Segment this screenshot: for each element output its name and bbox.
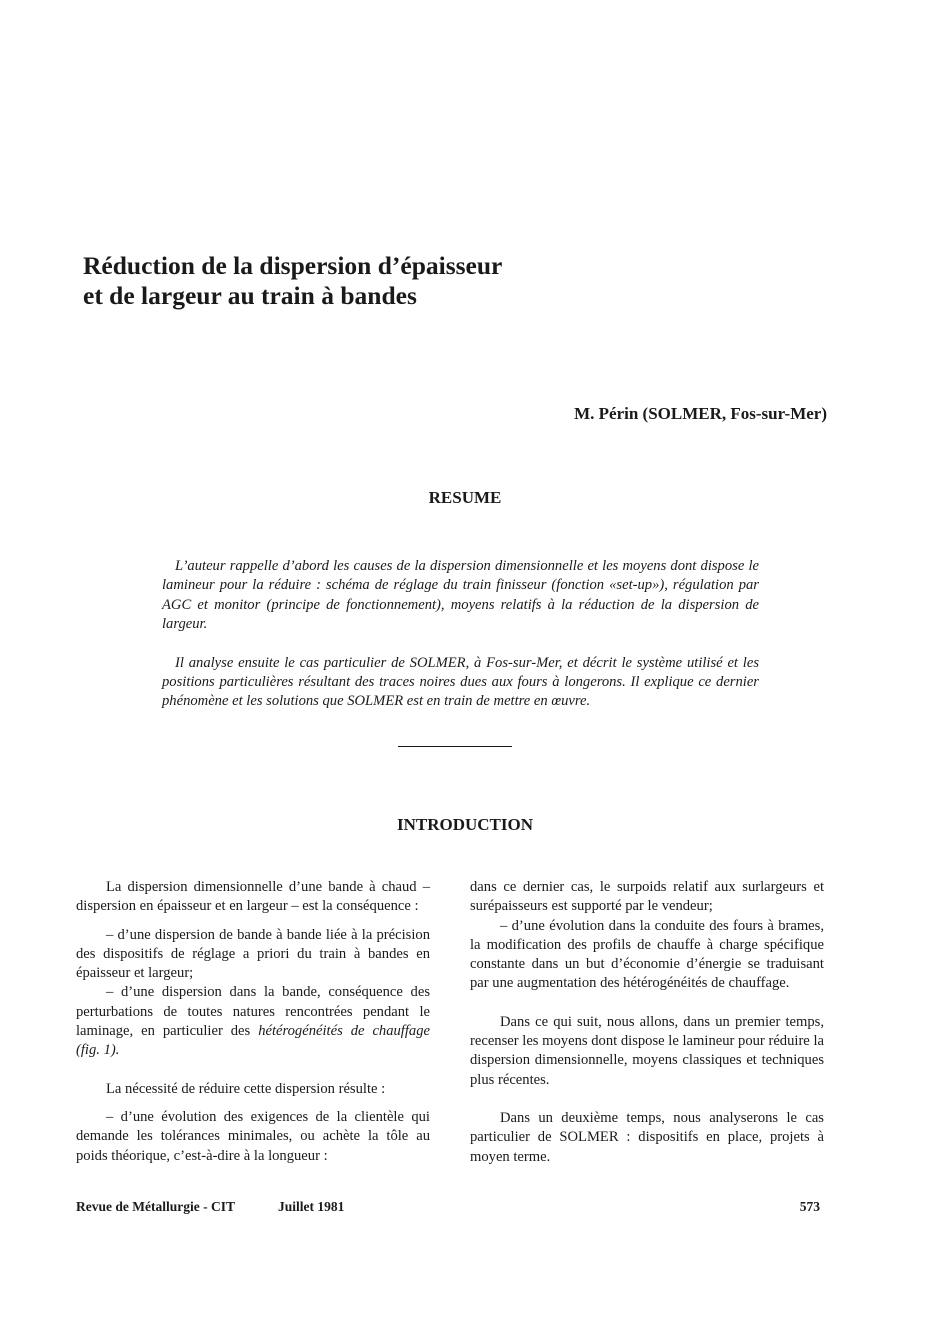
introduction-heading: INTRODUCTION xyxy=(396,815,534,834)
intro-left-item-2-emphasis: hétérogénéités de chauffage (fig. 1). xyxy=(76,1023,430,1059)
footer-page-number: 573 xyxy=(799,1199,820,1214)
section-divider xyxy=(398,746,512,747)
title-line-1: Réduction de la dispersion d’épaisseur xyxy=(83,251,503,280)
intro-left-item-2 xyxy=(76,983,430,1060)
intro-right-paragraph-1: Dans ce qui suit, nous allons, dans un premier temps, recenser les moyens dont dispose le lamineur pour réduire la dispersion dimensionnelle, moyens classiques et techniques plus récentes. xyxy=(470,1013,824,1088)
footer-journal: Revue de Métallurgie - CIT xyxy=(76,1199,235,1214)
intro-left-paragraph-1: La dispersion dimensionnelle d’une bande à chaud – dispersion en épaisseur et en largeur – est la conséquence : xyxy=(76,879,430,915)
title-line-2: et de largeur au train à bandes xyxy=(83,281,417,310)
abstract xyxy=(162,557,759,731)
abstract-paragraph-2: Il analyse ensuite le cas particulier de SOLMER, à Fos-sur-Mer, et décrit le système utilisé et les positions particulières résultant des traces noires dues aux fours à longerons. Il explique ce dernier phénomène et les solutions que SOLMER est en train de mettre en œuvre. xyxy=(162,654,759,710)
left-column xyxy=(76,878,430,1166)
article-title xyxy=(83,251,683,311)
author-line: M. Périn (SOLMER, Fos-sur-Mer) xyxy=(574,404,827,423)
footer-date: Juillet 1981 xyxy=(278,1199,345,1214)
intro-left-item-2-text: – d’une dispersion dans la bande, conséquence des perturbations de toutes natures rencontrées pendant le laminage, en particulier des xyxy=(76,984,430,1040)
right-column xyxy=(470,878,824,1167)
intro-right-continuation: dans ce dernier cas, le surpoids relatif aux surlargeurs et surépaisseurs est supporté par le vendeur; xyxy=(470,879,824,915)
abstract-paragraph-1: L’auteur rappelle d’abord les causes de la dispersion dimensionnelle et les moyens dont dispose le lamineur pour la réduire : schéma de réglage du train finisseur (fonction «set-up»), régulation par AGC et monitor (principe de fonctionnement), moyens relatifs à la réduction de la dispersion de largeur. xyxy=(162,558,759,633)
intro-left-item-3: – d’une évolution des exigences de la clientèle qui demande les tolérances minimales, ou achète la tôle au poids théorique, c’est-à-dire à la longueur : xyxy=(76,1108,430,1164)
resume-heading: RESUME xyxy=(428,488,502,507)
intro-right-paragraph-2: Dans un deuxième temps, nous analyserons le cas particulier de SOLMER : dispositifs en place, projets à moyen terme. xyxy=(470,1109,824,1165)
intro-right-item-1: – d’une évolution dans la conduite des fours à brames, la modification des profils de chauffe à charge spécifique constante dans un but d’économie d’énergie se traduisant par une augmentation des hétérogénéités de chauffage. xyxy=(470,917,824,992)
intro-left-paragraph-2: La nécessité de réduire cette dispersion résulte : xyxy=(106,1080,386,1097)
intro-left-item-1: – d’une dispersion de bande à bande liée à la précision des dispositifs de réglage a priori du train à bandes en épaisseur et largeur; xyxy=(76,926,430,982)
